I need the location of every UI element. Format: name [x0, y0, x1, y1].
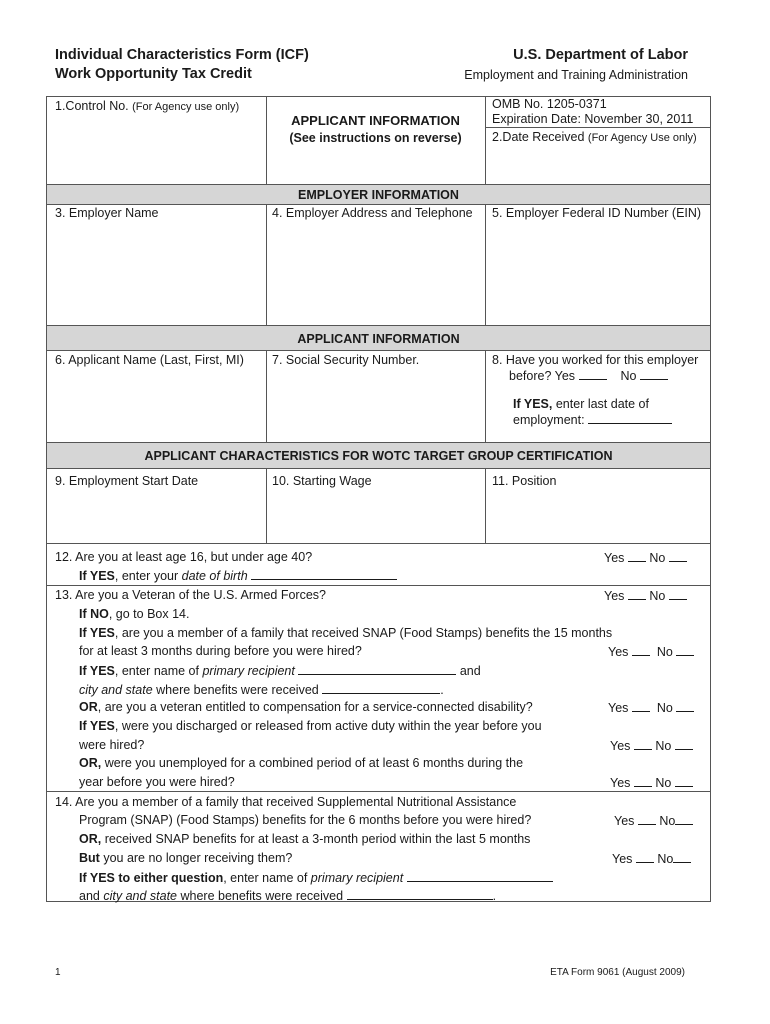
- if-yes-bold: If YES: [79, 569, 115, 583]
- yes-label: Yes: [610, 739, 631, 753]
- q14-answer[interactable]: [614, 813, 693, 828]
- q14-city-line[interactable]: and city and state where benefits were received .: [79, 889, 497, 903]
- divider: [485, 468, 486, 543]
- q12-answer[interactable]: [604, 550, 687, 565]
- dob-blank[interactable]: [251, 568, 397, 580]
- no-blank[interactable]: [669, 550, 687, 562]
- if-yes-bold: If YES,: [513, 397, 553, 411]
- employer-name-field[interactable]: 3. Employer Name: [55, 206, 159, 220]
- worked-before-answer[interactable]: [509, 368, 668, 383]
- city-state-rest: where benefits were received: [156, 683, 319, 697]
- city-state-label: city and state: [103, 889, 177, 903]
- no-blank[interactable]: [676, 644, 694, 656]
- no-blank[interactable]: [669, 588, 687, 600]
- yes-blank[interactable]: [638, 813, 656, 825]
- divider: [266, 468, 267, 543]
- yes-blank[interactable]: [634, 738, 652, 750]
- q13-snap-line: [79, 626, 612, 640]
- applicant-band-title: APPLICANT INFORMATION: [297, 332, 460, 346]
- city-state-rest: where benefits were received: [180, 889, 344, 903]
- city-state-blank[interactable]: [347, 888, 493, 900]
- form-title: Individual Characteristics Form (ICF): [55, 47, 309, 63]
- or-bold: OR: [79, 700, 98, 714]
- employer-ein-field[interactable]: 5. Employer Federal ID Number (EIN): [492, 206, 702, 220]
- q12-dob-line[interactable]: [79, 568, 397, 583]
- and-label: and: [79, 889, 100, 903]
- starting-wage-field[interactable]: 10. Starting Wage: [272, 474, 372, 488]
- no-label: No: [649, 551, 666, 565]
- city-state-blank[interactable]: [322, 682, 440, 694]
- no-label: No: [659, 814, 676, 828]
- no-blank[interactable]: [675, 813, 693, 825]
- form-subtitle: Work Opportunity Tax Credit: [55, 66, 252, 82]
- q14-program-line: Program (SNAP) (Food Stamps) benefits for the 6 months before you were hired?: [79, 813, 532, 827]
- q13-ifno: [79, 607, 189, 621]
- q13-disability-line: [79, 700, 533, 714]
- q13-unemployed-line: [79, 756, 523, 770]
- primary-recipient-label: primary recipient: [310, 871, 404, 885]
- divider: [485, 96, 486, 184]
- yes-label: Yes: [604, 589, 625, 603]
- worked-before-yes-blank[interactable]: [579, 368, 607, 380]
- no-blank[interactable]: [675, 775, 693, 787]
- city-state-label: city and state: [79, 683, 153, 697]
- q13-recipient-line[interactable]: [79, 663, 481, 678]
- q14-recipient-line[interactable]: [79, 870, 553, 885]
- q14-but-answer[interactable]: [612, 851, 691, 866]
- if-yes-rest: , enter name of: [223, 871, 308, 885]
- divider: [485, 350, 486, 442]
- expiration-date: Expiration Date: November 30, 2011: [492, 112, 694, 126]
- if-yes-rest: , enter name of: [114, 664, 199, 678]
- control-no-note: (For Agency use only): [132, 101, 240, 113]
- date-received-label: 2.Date Received: [492, 130, 585, 144]
- last-employment-note: [513, 397, 649, 411]
- yes-label: Yes: [608, 701, 629, 715]
- q12-question: 12. Are you at least age 16, but under age 40?: [55, 550, 313, 564]
- if-no-rest: , go to Box 14.: [108, 607, 190, 621]
- worked-before-no-label: No: [620, 369, 637, 383]
- no-label: No: [656, 645, 673, 659]
- if-yes-bold: If YES: [79, 626, 115, 640]
- or-bold: OR,: [79, 756, 102, 770]
- start-date-field[interactable]: 9. Employment Start Date: [55, 474, 199, 488]
- divider: [46, 468, 711, 469]
- control-no-label: 1.Control No.: [55, 99, 129, 113]
- no-blank[interactable]: [673, 851, 691, 863]
- yes-label: Yes: [610, 776, 631, 790]
- no-label: No: [649, 589, 666, 603]
- q13-city-line[interactable]: city and state where benefits were received .: [79, 683, 444, 697]
- q13-year-before: year before you were hired?: [79, 775, 235, 789]
- if-yes-rest: , were you discharged or released from active duty within the year before you: [114, 719, 542, 733]
- worked-before-no-blank[interactable]: [640, 368, 668, 380]
- or-rest: were you unemployed for a combined period of at least 6 months during the: [104, 756, 524, 770]
- primary-recipient-label: primary recipient: [202, 664, 295, 678]
- yes-blank[interactable]: [632, 644, 650, 656]
- if-yes-rest: , enter your: [114, 569, 179, 583]
- divider: [46, 204, 711, 205]
- q13-disability-answer[interactable]: [608, 700, 694, 715]
- characteristics-band-title: APPLICANT CHARACTERISTICS FOR WOTC TARGET GROUP CERTIFICATION: [144, 449, 613, 463]
- but-bold: But: [79, 851, 100, 865]
- date-received-field[interactable]: [492, 130, 697, 144]
- and-label: and: [459, 664, 481, 678]
- q13-discharge-line: [79, 719, 542, 733]
- yes-blank[interactable]: [628, 550, 646, 562]
- no-label: No: [657, 852, 674, 866]
- primary-recipient-blank[interactable]: [298, 663, 456, 675]
- no-label: No: [656, 701, 673, 715]
- q13-question: 13. Are you a Veteran of the U.S. Armed Forces?: [55, 588, 326, 602]
- position-field[interactable]: 11. Position: [492, 474, 557, 488]
- yes-label: Yes: [614, 814, 635, 828]
- employment-date-blank[interactable]: [588, 412, 672, 424]
- if-no-bold: If NO: [79, 607, 109, 621]
- sub-agency-name: Employment and Training Administration: [464, 68, 688, 82]
- yes-label: Yes: [612, 852, 633, 866]
- employer-band-title: EMPLOYER INFORMATION: [298, 188, 459, 202]
- if-yes-bold: If YES: [79, 664, 115, 678]
- omb-number: OMB No. 1205-0371: [492, 97, 607, 111]
- divider: [46, 791, 711, 792]
- divider: [266, 350, 267, 442]
- last-employment-field[interactable]: [513, 412, 672, 427]
- or-rest: , are you a veteran entitled to compensation for a service-connected disability?: [97, 700, 533, 714]
- no-label: No: [655, 739, 672, 753]
- primary-recipient-blank[interactable]: [407, 870, 553, 882]
- divider: [485, 127, 710, 128]
- worked-before-yes-label: before? Yes: [509, 369, 576, 383]
- applicant-name-field[interactable]: 6. Applicant Name (Last, First, MI): [55, 353, 244, 367]
- applicant-info-note: (See instructions on reverse): [289, 131, 462, 145]
- q13-discharge-answer[interactable]: [610, 738, 693, 753]
- divider: [266, 204, 267, 325]
- yes-label: Yes: [604, 551, 625, 565]
- dob-label: date of birth: [181, 569, 248, 583]
- applicant-info-title: APPLICANT INFORMATION: [291, 113, 460, 128]
- if-yes-bold: If YES: [79, 719, 115, 733]
- agency-name: U.S. Department of Labor: [513, 47, 688, 63]
- q13-snap-answer[interactable]: [608, 644, 694, 659]
- page-number: 1: [55, 967, 61, 978]
- if-yes-rest: enter last date of: [555, 397, 649, 411]
- or-bold: OR,: [79, 832, 102, 846]
- or-rest: received SNAP benefits for at least a 3-month period within the last 5 months: [104, 832, 531, 846]
- divider: [46, 585, 711, 586]
- if-yes-bold: If YES to either question: [79, 871, 224, 885]
- ssn-field[interactable]: 7. Social Security Number.: [272, 353, 420, 367]
- no-blank[interactable]: [676, 700, 694, 712]
- q14-or-line: [79, 832, 530, 846]
- q13-unemployed-answer[interactable]: [610, 775, 693, 790]
- but-rest: you are no longer receiving them?: [103, 851, 293, 865]
- date-received-note: (For Agency Use only): [587, 132, 697, 144]
- divider: [46, 350, 711, 351]
- q13-snap-3months: for at least 3 months during before you were hired?: [79, 644, 362, 658]
- yes-blank[interactable]: [628, 588, 646, 600]
- yes-blank[interactable]: [634, 775, 652, 787]
- q14-question: 14. Are you a member of a family that received Supplemental Nutritional Assistance: [55, 795, 517, 809]
- yes-blank[interactable]: [632, 700, 650, 712]
- form-id: ETA Form 9061 (August 2009): [550, 967, 685, 978]
- yes-blank[interactable]: [636, 851, 654, 863]
- if-yes-rest: , are you a member of a family that received SNAP (Food Stamps) benefits the 15 months: [114, 626, 613, 640]
- no-label: No: [655, 776, 672, 790]
- employment-label: employment:: [513, 413, 585, 427]
- divider: [46, 543, 711, 544]
- q13-answer[interactable]: [604, 588, 687, 603]
- employer-address-field[interactable]: 4. Employer Address and Telephone: [272, 206, 473, 220]
- q14-but-line: [79, 851, 292, 865]
- worked-before-question: 8. Have you worked for this employer: [492, 353, 699, 367]
- divider: [485, 204, 486, 325]
- no-blank[interactable]: [675, 738, 693, 750]
- yes-label: Yes: [608, 645, 629, 659]
- q13-were-hired: were hired?: [79, 738, 145, 752]
- control-no-field[interactable]: [55, 99, 239, 113]
